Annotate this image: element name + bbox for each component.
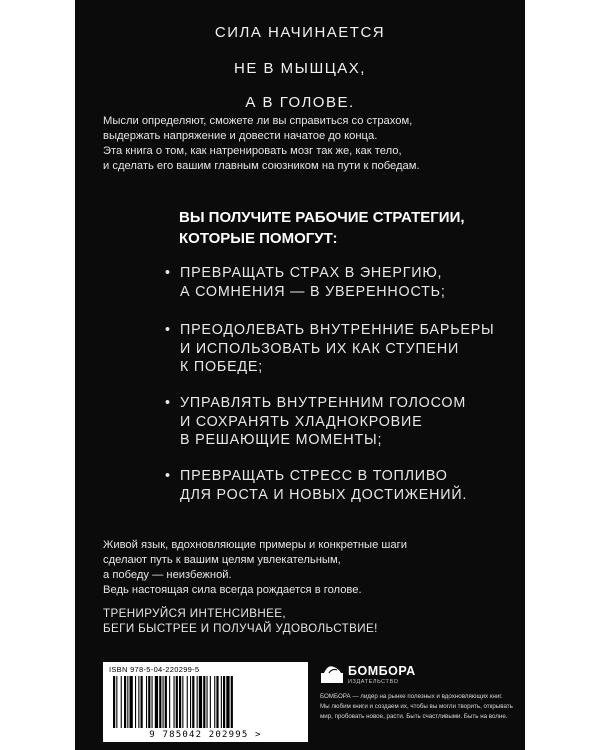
barcode-bar	[165, 676, 167, 728]
barcode-bar	[192, 676, 194, 728]
publisher-note-line: БОМБОРА — лидер на рынке полезных и вдохновляющих книг.	[320, 693, 503, 700]
barcode-icon	[109, 676, 302, 730]
barcode-bar	[210, 676, 211, 728]
barcode-bar	[152, 676, 153, 728]
barcode-bar	[226, 676, 229, 728]
barcode-bar	[190, 676, 191, 728]
barcode-bar	[207, 676, 208, 728]
barcode-bar	[141, 676, 143, 728]
barcode-bar	[179, 676, 181, 728]
publisher-note-line: Мы любим книги и создаем их, чтобы вы могли творить, открывать	[320, 703, 513, 710]
barcode-bar	[155, 676, 158, 728]
barcode-bar	[130, 676, 133, 728]
barcode-bar	[203, 676, 205, 728]
bullet-dot-icon: •	[165, 322, 171, 338]
barcode-bar	[116, 676, 117, 728]
barcode-panel	[103, 662, 308, 742]
outro-line: Живой язык, вдохновляющие примеры и конкретные шаги	[103, 539, 407, 551]
bullet-line: ПРЕОДОЛЕВАТЬ ВНУТРЕННИЕ БАРЬЕРЫ	[180, 322, 495, 338]
barcode-bar	[146, 676, 147, 728]
barcode-bar	[159, 676, 161, 728]
barcode-bar	[216, 676, 218, 728]
headline-line-3: А В ГОЛОВЕ.	[245, 94, 355, 111]
barcode-bar	[138, 676, 139, 728]
publisher-note-line: мир, пробовать новое, расти. Быть счастливыми. Быть на волне.	[320, 713, 508, 720]
intro-line: выдержать напряжение и довести начатое до конца.	[103, 130, 378, 142]
publisher-subtitle: ИЗДАТЕЛЬСТВО	[348, 679, 399, 685]
outro-line: сделают путь к вашим целям увлекательным,	[103, 554, 341, 566]
intro-line: Эта книга о том, как натренировать мозг так же, как тело,	[103, 145, 402, 157]
barcode-bar	[124, 676, 126, 728]
bullet-dot-icon: •	[165, 265, 171, 281]
barcode-bar	[148, 676, 150, 728]
intro-line: и сделать его вашим главным союзником на пути к победам.	[103, 160, 420, 172]
barcode-bar	[223, 676, 225, 728]
slogan-line: ТРЕНИРУЙСЯ ИНТЕНСИВНЕЕ,	[103, 607, 286, 620]
barcode-bar	[127, 676, 128, 728]
barcode-bar	[163, 676, 164, 728]
back-cover	[75, 0, 525, 750]
barcode-bar	[231, 676, 233, 728]
barcode-bar	[174, 676, 175, 728]
barcode-bar	[214, 676, 215, 728]
headline-line-1: СИЛА НАЧИНАЕТСЯ	[214, 24, 386, 41]
bullet-dot-icon: •	[165, 468, 171, 484]
barcode-digits: 9 785042 202995 >	[149, 730, 262, 740]
barcode-bar	[197, 676, 198, 728]
barcode-bar	[176, 676, 178, 728]
bullet-line: ДЛЯ РОСТА И НОВЫХ ДОСТИЖЕНИЙ.	[180, 486, 468, 503]
intro-paragraph	[103, 114, 503, 174]
barcode-bar	[187, 676, 188, 728]
strategies-heading-line: КОТОРЫЕ ПОМОГУТ:	[179, 230, 338, 247]
strategies-heading-line: ВЫ ПОЛУЧИТЕ РАБОЧИЕ СТРАТЕГИИ,	[179, 209, 465, 226]
barcode-bar	[199, 676, 202, 728]
isbn-label: ISBN 978-5-04-220299-5	[109, 665, 200, 674]
bullet-dot-icon: •	[165, 395, 171, 411]
barcode-bar	[169, 676, 170, 728]
bullet-line: И ИСПОЛЬЗОВАТЬ ИХ КАК СТУПЕНИ	[180, 340, 460, 357]
outro-paragraph	[103, 538, 407, 598]
barcode-bar	[135, 676, 136, 728]
bullet-line: И СОХРАНЯТЬ ХЛАДНОКРОВИЕ	[180, 413, 423, 430]
bombora-logo-icon	[320, 662, 344, 684]
publisher-name: БОМБОРА	[348, 664, 416, 678]
barcode-bar	[182, 676, 183, 728]
slogan	[103, 606, 378, 636]
bullet-line: УПРАВЛЯТЬ ВНУТРЕННИМ ГОЛОСОМ	[180, 395, 467, 411]
bullet-line: В РЕШАЮЩИЕ МОМЕНТЫ;	[180, 432, 383, 448]
barcode-bar	[221, 676, 222, 728]
intro-line: Мысли определяют, сможете ли вы справиться со страхом,	[103, 115, 413, 127]
barcode-bar	[121, 676, 122, 728]
outro-line: Ведь настоящая сила всегда рождается в голове.	[103, 584, 362, 596]
bullet-line: А СОМНЕНИЯ — В УВЕРЕННОСТЬ;	[180, 283, 446, 300]
bullet-line: ПРЕВРАЩАТЬ СТРАХ В ЭНЕРГИЮ,	[180, 265, 443, 281]
bullet-line: К ПОБЕДЕ;	[180, 359, 264, 375]
barcode-bar	[113, 676, 115, 728]
bullet-line: ПРЕВРАЩАТЬ СТРЕСС В ТОПЛИВО	[180, 468, 448, 484]
outro-line: а победу — неизбежной.	[103, 569, 232, 581]
publisher-note	[320, 692, 520, 722]
strategies-heading	[179, 207, 465, 249]
slogan-line: БЕГИ БЫСТРЕЕ И ПОЛУЧАЙ УДОВОЛЬСТВИЕ!	[103, 622, 378, 635]
headline-line-2: НЕ В МЫШЦАХ,	[234, 60, 366, 77]
